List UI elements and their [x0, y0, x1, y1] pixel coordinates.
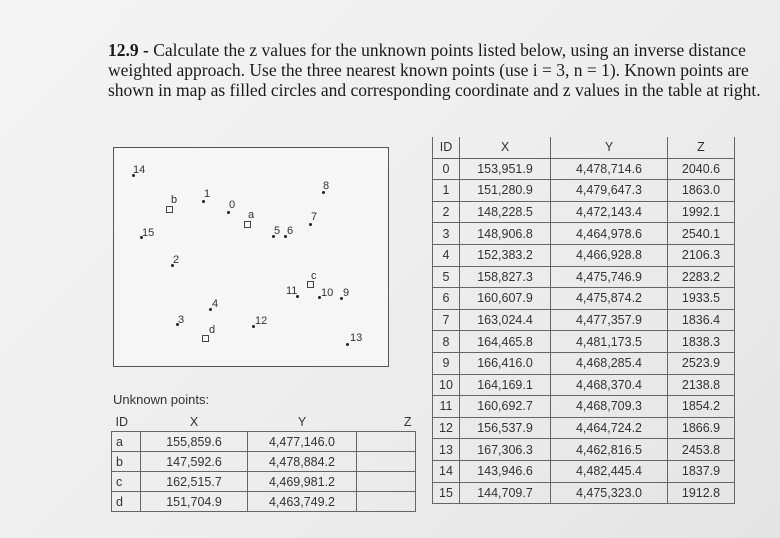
map-label-3: 3	[178, 314, 185, 326]
cell-x: 148,906.8	[460, 223, 551, 245]
cell-id: 5	[433, 266, 460, 288]
cell-z: 1912.8	[668, 482, 735, 504]
cell-z: 1837.9	[668, 460, 735, 482]
map-label-9: 9	[343, 287, 350, 299]
cell-y: 4,475,746.9	[551, 266, 668, 288]
cell-x: 158,827.3	[460, 266, 551, 288]
cell-x: 160,692.7	[460, 396, 551, 418]
cell-y: 4,475,323.0	[551, 482, 668, 504]
table-row	[433, 288, 735, 310]
map-label-10: 10	[321, 287, 334, 299]
cell-y: 4,478,884.2	[248, 452, 357, 472]
cell-z: 2283.2	[668, 266, 735, 288]
known-points-body	[433, 158, 735, 504]
cell-y: 4,464,724.2	[551, 417, 668, 439]
map-square-b	[166, 206, 173, 213]
map-label-b: b	[171, 194, 178, 206]
cell-z: 2138.8	[668, 374, 735, 396]
cell-x: 147,592.6	[141, 452, 248, 472]
cell-y: 4,472,143.4	[551, 201, 668, 223]
cell-y: 4,478,714.6	[551, 158, 668, 180]
table-row	[433, 309, 735, 331]
map-label-15: 15	[142, 227, 155, 239]
cell-x: 162,515.7	[141, 472, 248, 492]
table-row	[433, 482, 735, 504]
cell-z: 1838.3	[668, 331, 735, 353]
cell-x: 151,280.9	[460, 180, 551, 202]
cell-id: 8	[433, 331, 460, 353]
cell-id: 15	[433, 482, 460, 504]
map-label-8: 8	[323, 180, 330, 192]
map-label-a: a	[248, 209, 255, 221]
cell-id: 9	[433, 352, 460, 374]
cell-x: 143,946.6	[460, 460, 551, 482]
cell-z: 1866.9	[668, 417, 735, 439]
map-label-6: 6	[287, 225, 294, 237]
cell-z: 2040.6	[668, 158, 735, 180]
map-dot-1	[202, 200, 205, 203]
cell-y: 4,475,874.2	[551, 288, 668, 310]
table-header-row	[433, 137, 735, 158]
map-label-1: 1	[204, 188, 211, 200]
table-row	[433, 417, 735, 439]
table-row	[112, 452, 416, 472]
cell-x: 155,859.6	[141, 432, 248, 452]
cell-id: a	[112, 432, 141, 452]
table-row	[433, 331, 735, 353]
header-x: X	[141, 412, 248, 432]
map-label-14: 14	[133, 164, 146, 176]
header-z: Z	[357, 412, 416, 432]
cell-z: 1836.4	[668, 309, 735, 331]
table-header-row	[112, 412, 416, 432]
problem-number: 12.9 -	[108, 40, 149, 60]
cell-id: 13	[433, 439, 460, 461]
header-id: ID	[112, 412, 141, 432]
point-map	[113, 147, 389, 367]
cell-y: 4,466,928.8	[551, 244, 668, 266]
cell-z: 2523.9	[668, 352, 735, 374]
cell-y: 4,469,981.2	[248, 472, 357, 492]
header-y: Y	[551, 137, 668, 158]
map-square-d	[202, 335, 209, 342]
header-x: X	[460, 137, 551, 158]
map-label-d: d	[209, 324, 216, 336]
map-label-4: 4	[212, 298, 219, 310]
cell-y: 4,462,816.5	[551, 439, 668, 461]
cell-id: 12	[433, 417, 460, 439]
cell-y: 4,477,357.9	[551, 309, 668, 331]
map-square-c	[307, 281, 314, 288]
cell-y: 4,481,173.5	[551, 331, 668, 353]
table-row	[433, 352, 735, 374]
cell-z: 1933.5	[668, 288, 735, 310]
map-label-12: 12	[255, 315, 268, 327]
cell-y: 4,482,445.4	[551, 460, 668, 482]
map-dot-7	[309, 223, 312, 226]
map-dot-0	[227, 211, 230, 214]
cell-z	[357, 452, 416, 472]
problem-text: Calculate the z values for the unknown points listed below, using an inverse distance weighted approach. Use the three nearest known points (use i = 3, n = 1). Known points are shown in map as filled circles and corresponding coordinate and z values in the table at right.	[108, 40, 761, 100]
header-z: Z	[668, 137, 735, 158]
table-row	[433, 266, 735, 288]
cell-id: c	[112, 472, 141, 492]
table-row	[112, 432, 416, 452]
map-label-0: 0	[229, 199, 236, 211]
cell-id: 7	[433, 309, 460, 331]
cell-z: 2453.8	[668, 439, 735, 461]
unknown-points-table	[111, 412, 416, 512]
table-row	[433, 158, 735, 180]
cell-z	[357, 492, 416, 512]
header-id: ID	[433, 137, 460, 158]
cell-y: 4,479,647.3	[551, 180, 668, 202]
table-row	[433, 374, 735, 396]
cell-id: 11	[433, 396, 460, 418]
cell-x: 152,383.2	[460, 244, 551, 266]
map-label-2: 2	[173, 254, 180, 266]
cell-z	[357, 432, 416, 452]
table-row	[433, 460, 735, 482]
cell-x: 156,537.9	[460, 417, 551, 439]
cell-y: 4,468,709.3	[551, 396, 668, 418]
table-row	[433, 223, 735, 245]
cell-y: 4,468,370.4	[551, 374, 668, 396]
cell-x: 166,416.0	[460, 352, 551, 374]
cell-x: 160,607.9	[460, 288, 551, 310]
cell-y: 4,463,749.2	[248, 492, 357, 512]
map-label-13: 13	[350, 332, 363, 344]
cell-x: 153,951.9	[460, 158, 551, 180]
table-row	[433, 244, 735, 266]
cell-id: 2	[433, 201, 460, 223]
cell-x: 144,709.7	[460, 482, 551, 504]
cell-id: 6	[433, 288, 460, 310]
table-row	[112, 472, 416, 492]
cell-y: 4,477,146.0	[248, 432, 357, 452]
problem-statement	[108, 40, 773, 100]
cell-id: 3	[433, 223, 460, 245]
table-row	[433, 180, 735, 202]
map-dot-13	[346, 343, 349, 346]
cell-id: 1	[433, 180, 460, 202]
map-label-11: 11	[286, 285, 298, 297]
map-label-5: 5	[274, 225, 281, 237]
cell-id: 14	[433, 460, 460, 482]
table-row	[112, 492, 416, 512]
cell-z	[357, 472, 416, 492]
cell-z: 1863.0	[668, 180, 735, 202]
unknown-points-title: Unknown points:	[113, 392, 210, 407]
cell-id: b	[112, 452, 141, 472]
cell-z: 1854.2	[668, 396, 735, 418]
map-square-a	[244, 221, 251, 228]
cell-y: 4,464,978.6	[551, 223, 668, 245]
cell-x: 167,306.3	[460, 439, 551, 461]
map-label-c: c	[311, 270, 317, 282]
cell-id: 4	[433, 244, 460, 266]
cell-id: 10	[433, 374, 460, 396]
cell-id: 0	[433, 158, 460, 180]
cell-y: 4,468,285.4	[551, 352, 668, 374]
cell-x: 148,228.5	[460, 201, 551, 223]
cell-x: 164,465.8	[460, 331, 551, 353]
known-points-table	[432, 137, 735, 504]
table-row	[433, 201, 735, 223]
cell-x: 163,024.4	[460, 309, 551, 331]
map-label-7: 7	[311, 211, 318, 223]
header-y: Y	[248, 412, 357, 432]
cell-z: 2106.3	[668, 244, 735, 266]
cell-x: 164,169.1	[460, 374, 551, 396]
cell-z: 2540.1	[668, 223, 735, 245]
cell-x: 151,704.9	[141, 492, 248, 512]
cell-id: d	[112, 492, 141, 512]
cell-z: 1992.1	[668, 201, 735, 223]
table-row	[433, 396, 735, 418]
table-row	[433, 439, 735, 461]
